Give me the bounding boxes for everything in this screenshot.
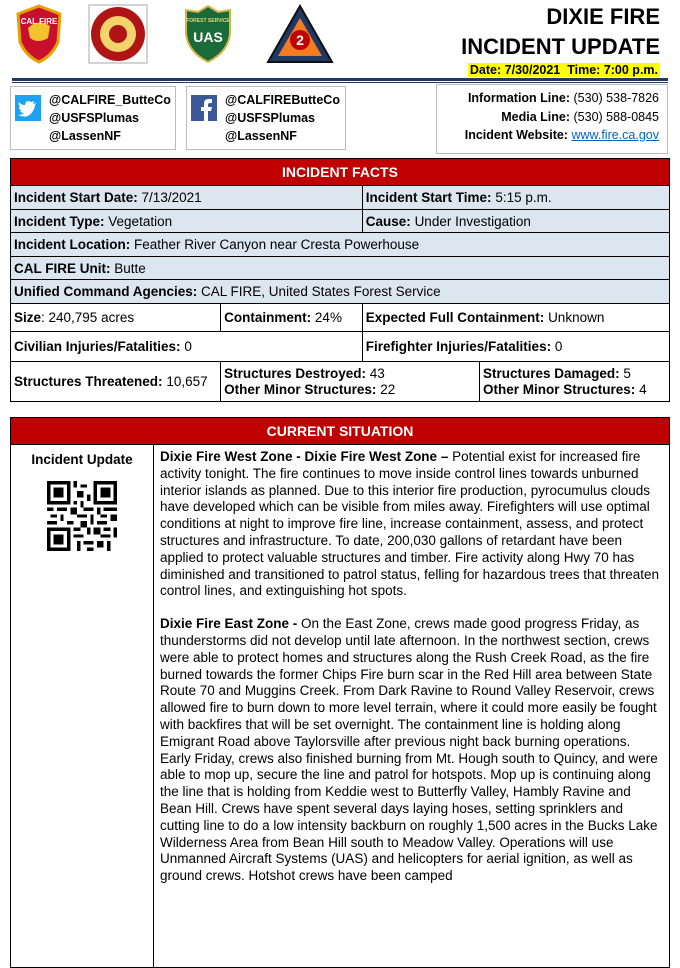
west-zone-title: Dixie Fire West Zone - Dixie Fire West Zone –: [160, 449, 449, 464]
website-label: Incident Website:: [464, 128, 568, 142]
containment-label: Containment:: [224, 310, 312, 325]
type-value: Vegetation: [108, 213, 173, 229]
expected-value: Unknown: [548, 310, 605, 325]
facebook-handle[interactable]: @CALFIREButteCo: [225, 93, 340, 107]
page-title: [461, 2, 660, 62]
twitter-handles: [49, 91, 171, 145]
start-date-value: 7/13/2021: [141, 190, 202, 205]
calfire-logo-icon: [14, 4, 64, 64]
date-label: Date:: [469, 63, 502, 77]
cause-value: Under Investigation: [414, 213, 531, 229]
media-line-value: (530) 588-0845: [573, 109, 659, 124]
twitter-handle[interactable]: @USFSPlumas: [49, 111, 139, 125]
containment-cell: [221, 304, 363, 332]
contact-box: [436, 84, 668, 154]
facebook-box: [186, 86, 346, 150]
info-line-value: (530) 538-7826: [573, 91, 659, 105]
header-rule: [12, 78, 668, 81]
location-label: Incident Location:: [14, 237, 131, 252]
threatened-value: 10,657: [166, 374, 208, 389]
incident-facts-table: [10, 158, 670, 402]
other-destroyed-value: 22: [380, 381, 396, 397]
expected-label: Expected Full Containment:: [365, 310, 545, 325]
containment-value: 24%: [314, 310, 342, 325]
size-label: Size: [14, 310, 42, 325]
situation-header: CURRENT SITUATION: [11, 418, 670, 445]
damaged-value: 5: [623, 365, 631, 381]
incident-update-text: [154, 445, 670, 968]
east-zone-text: On the East Zone, crews made good progress Friday, as thunderstorms did not develop until late afternoon. In the northwest section, crews were able to protect homes and structures along the Rush Creek Road, as the fire burned towards the former Chips Fire burn scar in the Red Hill area between State Route 70 and Muggins Creek. From Dark Ravine to Round Valley Reservoir, crews allowed fire to burn down to more level terrain, where it could more easily be fought with backfires that will be set overnight. The containment line is holding along Emigrant Road above Taylorsville after previous night back burning operations. Early Friday, crews also finished burning from Mt. Hough south to Quincy, and were able to mop up, secure the line and patrol for hotspots. Mop up is continuing along the line that is holding from Keddie west to Butterfly Valley, Hambly Ravine and Bean Hill. Crews have spent several days laying hoses, setting sprinklers and cutting line to do a low intensity backburn on roughly 1,500 acres in the Bucks Lake Wilderness Area from Bean Hill south to Meadow Valley. Operations will use Unmanned Aircraft Systems (UAS) and helicopters for aerial ignition, as well as ground crews. Hotshot crews have been camped: [160, 616, 658, 884]
start-date-label: Incident Start Date:: [14, 190, 138, 205]
cause-cell: [362, 210, 669, 233]
other-damaged-label: Other Minor Structures:: [483, 381, 636, 397]
calfire-logo-text: CAL FIRE: [20, 17, 58, 26]
west-zone-paragraph: [160, 449, 663, 600]
current-situation-table: [10, 417, 670, 968]
west-zone-text: Potential exist for increased fire activity tonight. The fire continues to move inside control lines towards unburned interior islands as planned. Due to this interior fire production, pyrocumulus clouds have developed which can be visible from miles away. Firefighters will use optimal conditions at night to improve fire line, increase containment, assess, and protect structures and infrastructure. To date, 200,030 gallons of retardant have been applied to protect valuable structures and timber. Fire activity along Hwy 70 has diminished and transitioned to patrol status, felling for hazardous trees that threaten control lines, and extinguishing hot spots.: [160, 449, 660, 599]
title-line-2: INCIDENT UPDATE: [461, 34, 660, 59]
damaged-label: Structures Damaged:: [483, 365, 620, 381]
twitter-handle[interactable]: @CALFIRE_ButteCo: [49, 93, 171, 107]
media-line-label: Media Line:: [501, 109, 571, 124]
firefighter-value: 0: [554, 339, 563, 354]
cause-label: Cause:: [365, 213, 411, 229]
other-destroyed-label: Other Minor Structures:: [224, 381, 377, 397]
location-value: Feather River Canyon near Cresta Powerhouse: [134, 237, 420, 252]
civilian-cell: [11, 332, 363, 362]
start-time-value: 5:15 p.m.: [495, 190, 552, 205]
usfs-shield-icon: [178, 4, 238, 64]
facebook-icon[interactable]: [191, 95, 217, 121]
threatened-cell: [11, 362, 221, 402]
threatened-label: Structures Threatened:: [14, 374, 163, 389]
agencies-value: CAL FIRE, United States Forest Service: [201, 284, 441, 299]
firefighter-cell: [362, 332, 669, 362]
location-cell: [11, 233, 670, 257]
type-cell: [11, 210, 363, 233]
twitter-handle[interactable]: @LassenNF: [49, 129, 121, 143]
size-cell: [11, 304, 221, 332]
start-time-cell: [362, 186, 669, 210]
east-zone-title: Dixie Fire East Zone -: [160, 616, 298, 632]
info-line-label: Information Line:: [467, 91, 571, 105]
date-value: 7/30/2021: [504, 63, 561, 77]
seal-logo-icon: [88, 4, 148, 64]
agencies-label: Unified Command Agencies:: [14, 284, 198, 299]
time-value: 7:00 p.m.: [603, 63, 658, 77]
website-link[interactable]: www.fire.ca.gov: [571, 128, 659, 142]
size-value: : 240,795 acres: [41, 310, 135, 325]
civilian-value: 0: [184, 339, 192, 354]
usfs-logo-text: UAS: [193, 29, 223, 45]
header-rule-thin: [12, 82, 668, 83]
usfs-top-text: FOREST SERVICE: [186, 18, 230, 24]
start-date-cell: [11, 186, 363, 210]
facebook-handle[interactable]: @LassenNF: [225, 129, 297, 143]
date-time-banner: [468, 63, 660, 77]
time-label: Time:: [567, 63, 601, 77]
east-zone-paragraph: [160, 616, 663, 885]
facebook-handle[interactable]: @USFSPlumas: [225, 111, 315, 125]
destroyed-value: 43: [369, 365, 385, 381]
civilian-label: Civilian Injuries/Fatalities:: [14, 339, 181, 354]
start-time-label: Incident Start Time:: [365, 190, 492, 205]
destroyed-label: Structures Destroyed:: [224, 365, 366, 381]
twitter-box: [10, 86, 176, 150]
incident-update-label: Incident Update: [31, 452, 133, 467]
title-line-1: DIXIE FIRE: [546, 4, 660, 29]
firefighter-label: Firefighter Injuries/Fatalities:: [365, 339, 552, 354]
type-label: Incident Type:: [14, 213, 105, 229]
incident-update-side: [11, 445, 154, 968]
facts-header: INCIDENT FACTS: [11, 159, 670, 186]
expected-cell: [362, 304, 669, 332]
damaged-cell: [480, 362, 670, 402]
facebook-handles: [225, 91, 340, 145]
unit-value: Butte: [114, 260, 146, 276]
team-triangle-icon: [266, 4, 334, 64]
destroyed-cell: [221, 362, 480, 402]
unit-label: CAL FIRE Unit:: [14, 260, 111, 276]
team-number: 2: [296, 32, 304, 48]
twitter-icon[interactable]: [15, 95, 41, 121]
qr-code-icon[interactable]: [47, 481, 117, 551]
agencies-cell: [11, 280, 670, 304]
unit-cell: [11, 257, 670, 280]
other-damaged-value: 4: [639, 381, 647, 397]
